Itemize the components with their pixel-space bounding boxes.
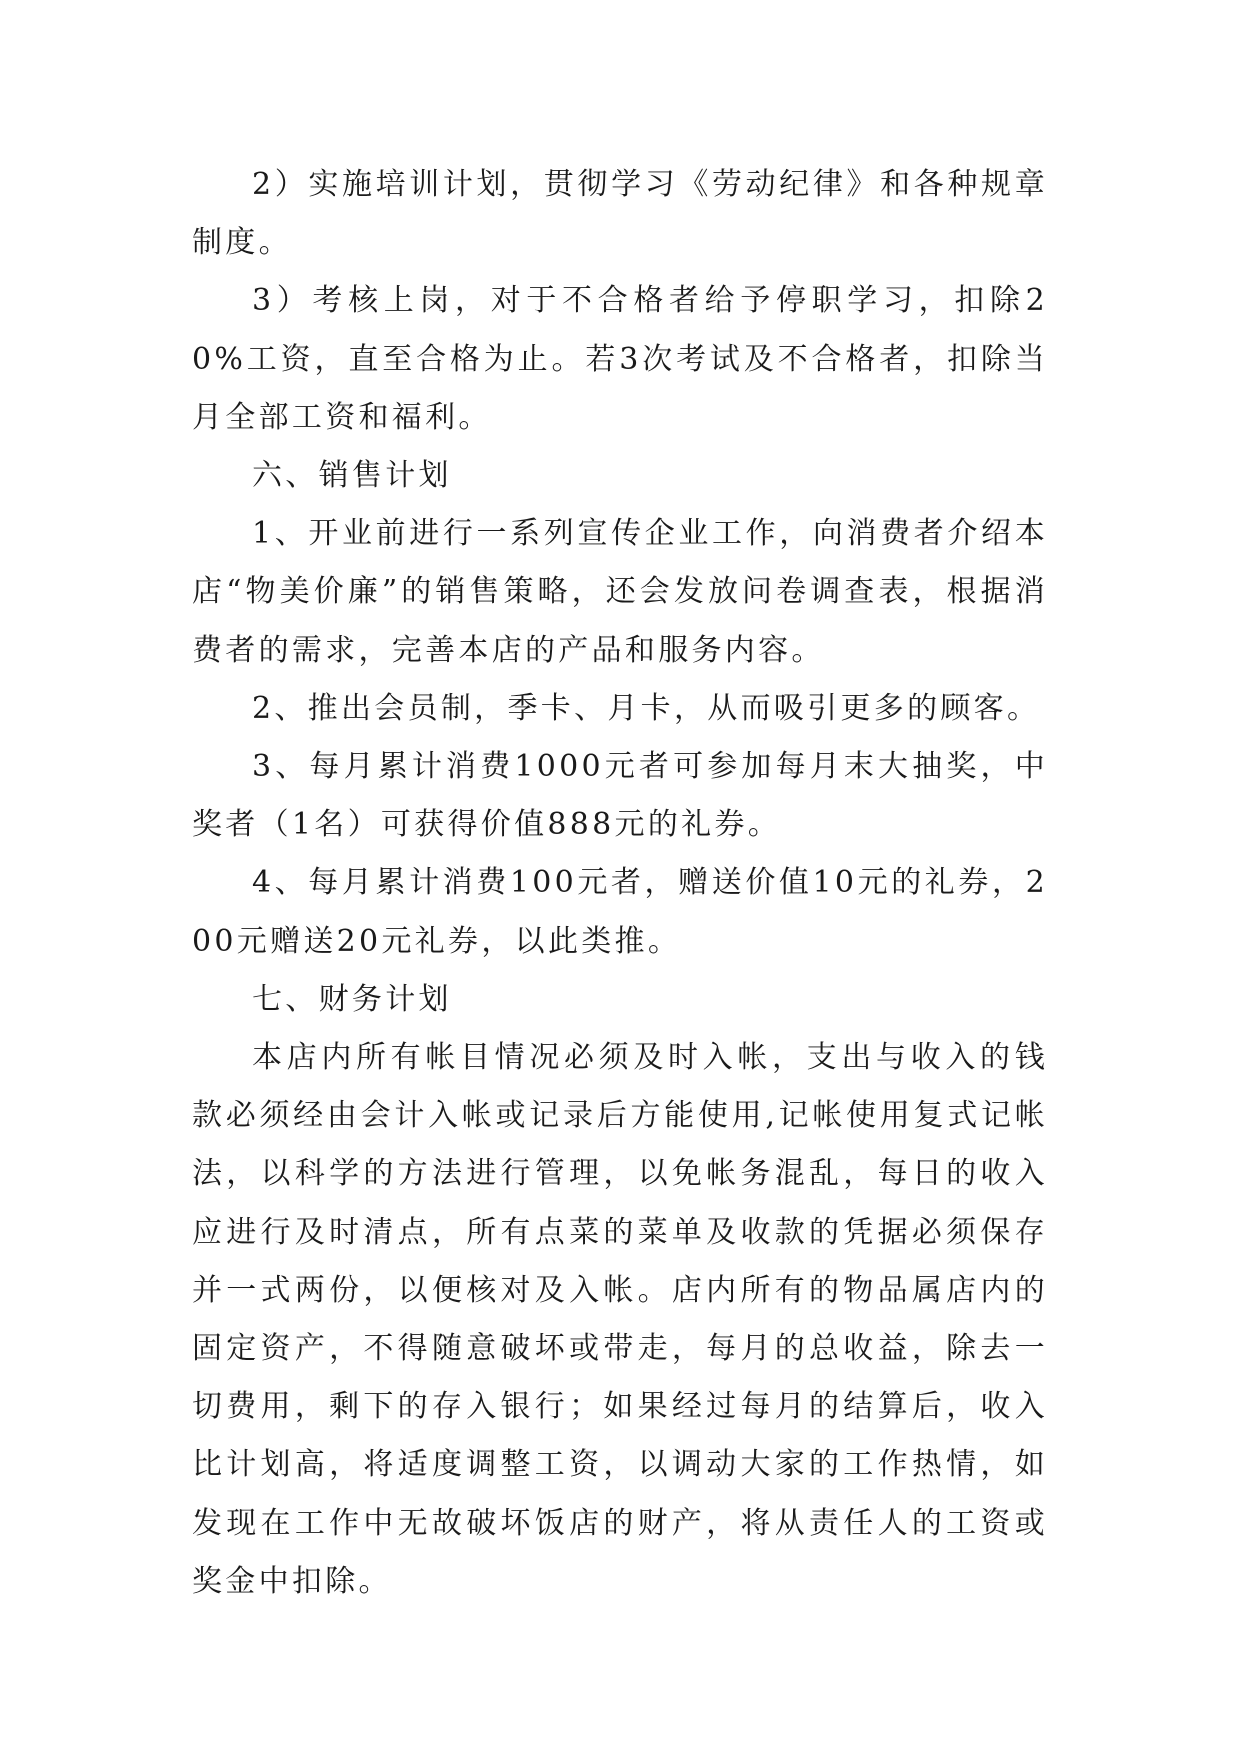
paragraph-sales-item-1: 1、开业前进行一系列宣传企业工作，向消费者介绍本店“物美价廉”的销售策略，还会发放问卷调查表，根据消费者的需求，完善本店的产品和服务内容。	[192, 516, 1048, 668]
section-heading-finance-plan: 七、财务计划	[252, 981, 452, 1017]
paragraph-sales-item-4: 4、每月累计消费100元者，赠送价值10元的礼券，200元赠送20元礼券，以此类推。	[192, 865, 1048, 959]
document-page	[192, 156, 1048, 1611]
paragraph-sales-item-3: 3、每月累计消费1000元者可参加每月末大抽奖，中奖者（1名）可获得价值888元的礼券。	[192, 749, 1048, 843]
paragraph-sales-item-2: 2、推出会员制，季卡、月卡，从而吸引更多的顾客。	[252, 690, 1041, 726]
section-heading-sales-plan: 六、销售计划	[252, 458, 452, 494]
paragraph-training-plan: 2）实施培训计划，贯彻学习《劳动纪律》和各种规章制度。	[192, 167, 1048, 261]
paragraph-assessment: 3）考核上岗，对于不合格者给予停职学习，扣除20%工资，直至合格为止。若3次考试及不合格者，扣除当月全部工资和福利。	[192, 283, 1048, 435]
paragraph-finance-plan: 本店内所有帐目情况必须及时入帐，支出与收入的钱款必须经由会计入帐或记录后方能使用,记帐使用复式记帐法，以科学的方法进行管理，以免帐务混乱，每日的收入应进行及时清点，所有点菜的菜单及收款的凭据必须保存并一式两份，以便核对及入帐。店内所有的物品属店内的固定资产，不得随意破坏或带走，每月的总收益，除去一切费用，剩下的存入银行；如果经过每月的结算后，收入比计划高，将适度调整工资，以调动大家的工作热情，如发现在工作中无故破坏饭店的财产，将从责任人的工资或奖金中扣除。	[192, 1040, 1048, 1599]
